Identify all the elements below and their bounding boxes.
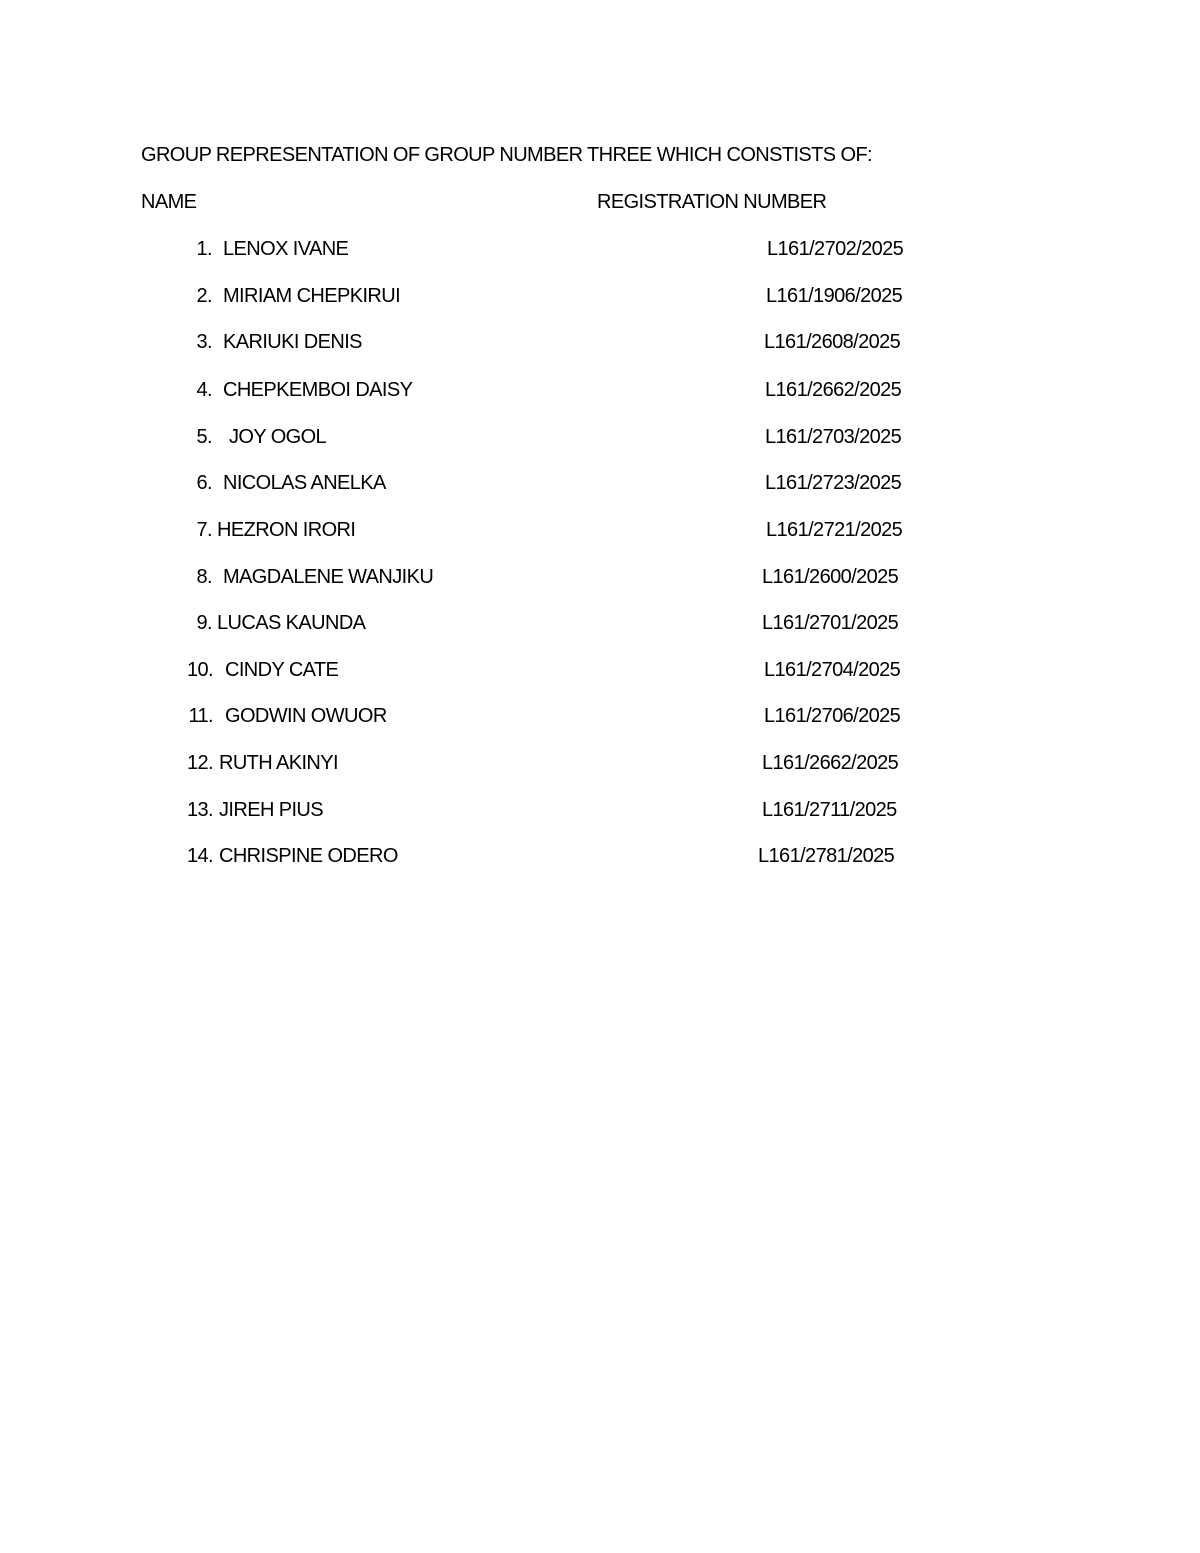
member-name: GODWIN OWUOR	[225, 705, 387, 727]
member-name: JOY OGOL	[229, 426, 327, 448]
member-name: MIRIAM CHEPKIRUI	[223, 285, 401, 307]
list-item	[0, 566, 1200, 596]
registration-number: L161/2781/2025	[758, 845, 895, 867]
list-item	[0, 331, 1200, 361]
registration-number: L161/2721/2025	[766, 519, 903, 541]
item-number: 12.	[186, 752, 213, 774]
member-name: CHEPKEMBOI DAISY	[223, 379, 413, 401]
member-name: CHRISPINE ODERO	[219, 845, 398, 867]
registration-number: L161/2608/2025	[764, 331, 901, 353]
member-name: CINDY CATE	[225, 659, 339, 681]
registration-number: L161/2662/2025	[765, 379, 902, 401]
item-number: 9.	[196, 612, 212, 634]
list-item	[0, 845, 1200, 875]
registration-column-header: REGISTRATION NUMBER	[597, 191, 827, 213]
item-number: 8.	[196, 566, 212, 588]
item-number: 7.	[196, 519, 212, 541]
member-name: LUCAS KAUNDA	[217, 612, 366, 634]
list-item	[0, 705, 1200, 735]
item-number: 11.	[188, 705, 213, 727]
list-item	[0, 238, 1200, 268]
list-item	[0, 379, 1200, 409]
item-number: 5.	[196, 426, 212, 448]
item-number: 1.	[196, 238, 212, 260]
member-name: NICOLAS ANELKA	[223, 472, 386, 494]
item-number: 13.	[186, 799, 213, 821]
member-name: RUTH AKINYI	[219, 752, 338, 774]
registration-number: L161/2704/2025	[764, 659, 901, 681]
list-item	[0, 426, 1200, 456]
list-item	[0, 799, 1200, 829]
item-number: 10.	[186, 659, 213, 681]
member-name: HEZRON IRORI	[217, 519, 356, 541]
name-column-header: NAME	[141, 191, 197, 213]
list-item	[0, 285, 1200, 315]
list-item	[0, 752, 1200, 782]
registration-number: L161/2702/2025	[767, 238, 904, 260]
item-number: 4.	[196, 379, 212, 401]
item-number: 2.	[196, 285, 212, 307]
item-number: 3.	[196, 331, 212, 353]
registration-number: L161/2706/2025	[764, 705, 901, 727]
registration-number: L161/1906/2025	[766, 285, 903, 307]
registration-number: L161/2701/2025	[762, 612, 899, 634]
list-item	[0, 519, 1200, 549]
member-name: MAGDALENE WANJIKU	[223, 566, 434, 588]
member-name: KARIUKI DENIS	[223, 331, 362, 353]
document-title: GROUP REPRESENTATION OF GROUP NUMBER THREE WHICH CONSTISTS OF:	[141, 144, 873, 166]
item-number: 14.	[186, 845, 213, 867]
registration-number: L161/2600/2025	[762, 566, 899, 588]
list-item	[0, 472, 1200, 502]
registration-number: L161/2711/2025	[762, 799, 897, 821]
member-name: JIREH PIUS	[219, 799, 324, 821]
list-item	[0, 659, 1200, 689]
registration-number: L161/2723/2025	[765, 472, 902, 494]
registration-number: L161/2662/2025	[762, 752, 899, 774]
item-number: 6.	[196, 472, 212, 494]
registration-number: L161/2703/2025	[765, 426, 902, 448]
list-item	[0, 612, 1200, 642]
member-name: LENOX IVANE	[223, 238, 349, 260]
